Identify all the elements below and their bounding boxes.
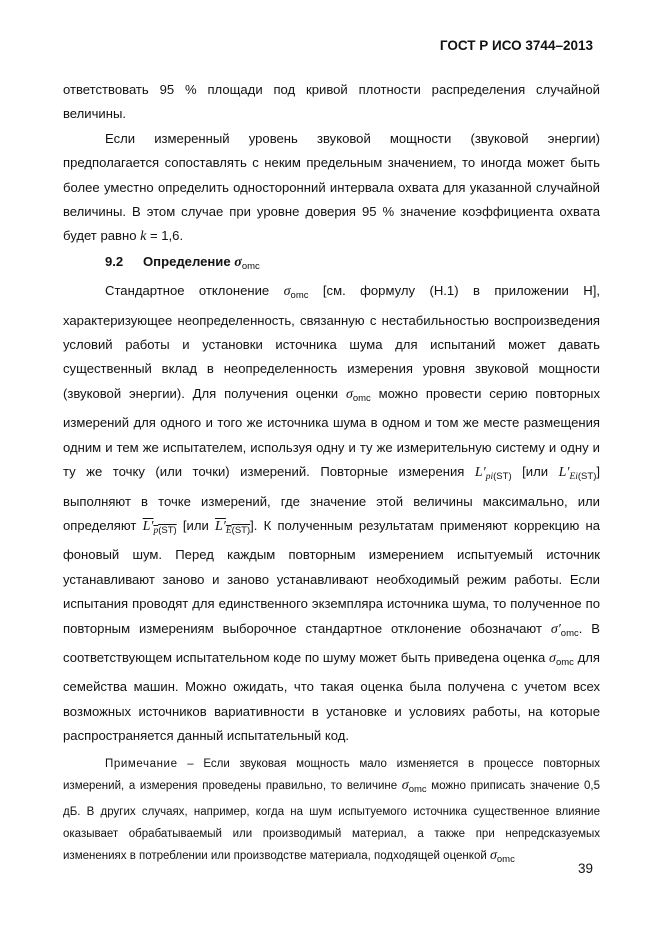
sigma-omc-symbol [234,255,260,270]
symbol-subscript: (ST) [493,471,512,483]
note-label: Примечание [105,757,178,770]
sigma-prime-omc-symbol [551,622,579,637]
sigma-omc-symbol [402,778,427,793]
sigma-omc-symbol [549,651,574,666]
paragraph-continuation: ответствовать 95 % площади под кривой плотности распределения случайной величины. [63,82,600,122]
note-text: можно приписать значение 0,5 дБ. В других случаях, например, когда на шум испытуемого источника существенное влияние оказывает обрабатываемый или производимый материал, а также при непредсказуемых изменениях в потреблении или производстве материала, подходящей оценкой [63,779,600,863]
sigma-omc-symbol [489,848,515,866]
symbol-subscript: omc [290,290,309,302]
sigma-omc-symbol [346,387,371,402]
L-prime-symbol: L′ [474,465,486,481]
symbol-subscript: omc [241,260,260,272]
sigma-omc-symbol [283,284,309,302]
paragraph-coverage-factor [63,127,600,250]
paragraph-text: = 1,6. [146,228,184,244]
document-body [63,78,600,872]
symbol-subscript: omc [352,392,371,404]
section-title: Определение [143,253,231,269]
paragraph-text: можно провести серию повторных измерений для одного и того же источника шума в одном и том же месте размещения одним и тем же испытателем, используя одну и ту же измерительную систему и одну и ту же точку (или точки) измерений. Повторные измерения [63,385,600,480]
LE-mean-st-symbol [215,519,250,534]
symbol-subscript: omc [408,783,427,795]
note-text: – Если звуковая мощность мало изменяется в процессе повторных измерений, а измерения проведены правильно, то величине [63,757,600,792]
symbol-subscript: omc [496,854,515,866]
symbol-subscript: omc [560,627,579,639]
paragraph-text: [или [511,464,559,480]
symbol-subscript: (ST) [158,524,177,536]
paragraph-text: ]. К полученным результатам применяют коррекцию на фоновый шум. Перед каждым повторным измерением испытуемый источник устанавливают заново и заново устанавливают необходимый режим работы. Если испытания проводят для единственного экземпляра источника шума, то полученное по повторным измерениям выборочное стандартное отклонение обозначают [63,517,600,636]
symbol-subscript: p [153,525,159,536]
symbol-subscript: (ST) [231,524,251,536]
symbol-subscript: omc [555,656,574,668]
paragraph-text: для семейства машин. Можно ожидать, что такая оценка была получена с учетом всех возможных источников вариативности в установке и условиях работы, на которые распространяется данный испытательный код. [63,649,600,744]
L-prime-symbol: L′ [558,465,570,481]
k-symbol: k [140,229,147,245]
paragraph-text: Если измеренный уровень звуковой мощности (звуковой энергии) предполагается сопоставлять с неким предельным значением, то иногда может быть более уместно определить односторонний интервала охвата для указанной случайной величины. В этом случае при уровне доверия 95 % значение коэффициента охвата будет равно [63,130,600,244]
paragraph-text: . В соответствующем испытательном коде по шуму может быть приведена оценка [63,620,600,665]
paragraph-text: [или [176,517,215,533]
paragraph-text: ] выполняют в точке измерений, где значение этой величины максимально, или определяют [63,464,600,533]
sigma-symbol: σ [345,386,353,402]
L-prime-symbol: L′ [215,518,226,534]
symbol-subscript: E [225,525,232,536]
Lp-mean-st-symbol [143,519,177,534]
sigma-symbol: σ [549,650,556,666]
section-heading [63,250,600,279]
LE-Ei-st-symbol [558,465,597,483]
page-number: 39 [577,861,593,876]
paragraph-text: Стандартное отклонение [105,283,284,299]
sigma-symbol: σ [401,777,409,793]
sigma-symbol: σ [489,848,497,864]
note-paragraph [63,753,600,872]
Lp-pi-st-symbol [474,465,512,483]
sigma-prime-symbol: σ′ [550,621,561,637]
sigma-symbol: σ [283,284,291,300]
standard-header: ГОСТ Р ИСО 3744–2013 [439,38,593,53]
symbol-subscript: Ei [569,472,578,483]
section-number: 9.2 [105,253,124,269]
symbol-subscript: (ST) [577,471,597,483]
L-prime-symbol: L′ [142,518,154,534]
paragraph-text: [см. формулу (Н.1) в приложении Н], характеризующее неопределенность, связанную с нестабильностью воспроизведения условий работы и установки источника шума для испытаний может давать существенный вклад в неопределенность измерения уровня звуковой мощности (звуковой энергии). Для получения оценки [63,283,600,401]
symbol-subscript: pi [485,472,494,483]
paragraph-definition [63,279,600,748]
sigma-symbol: σ [234,254,242,270]
